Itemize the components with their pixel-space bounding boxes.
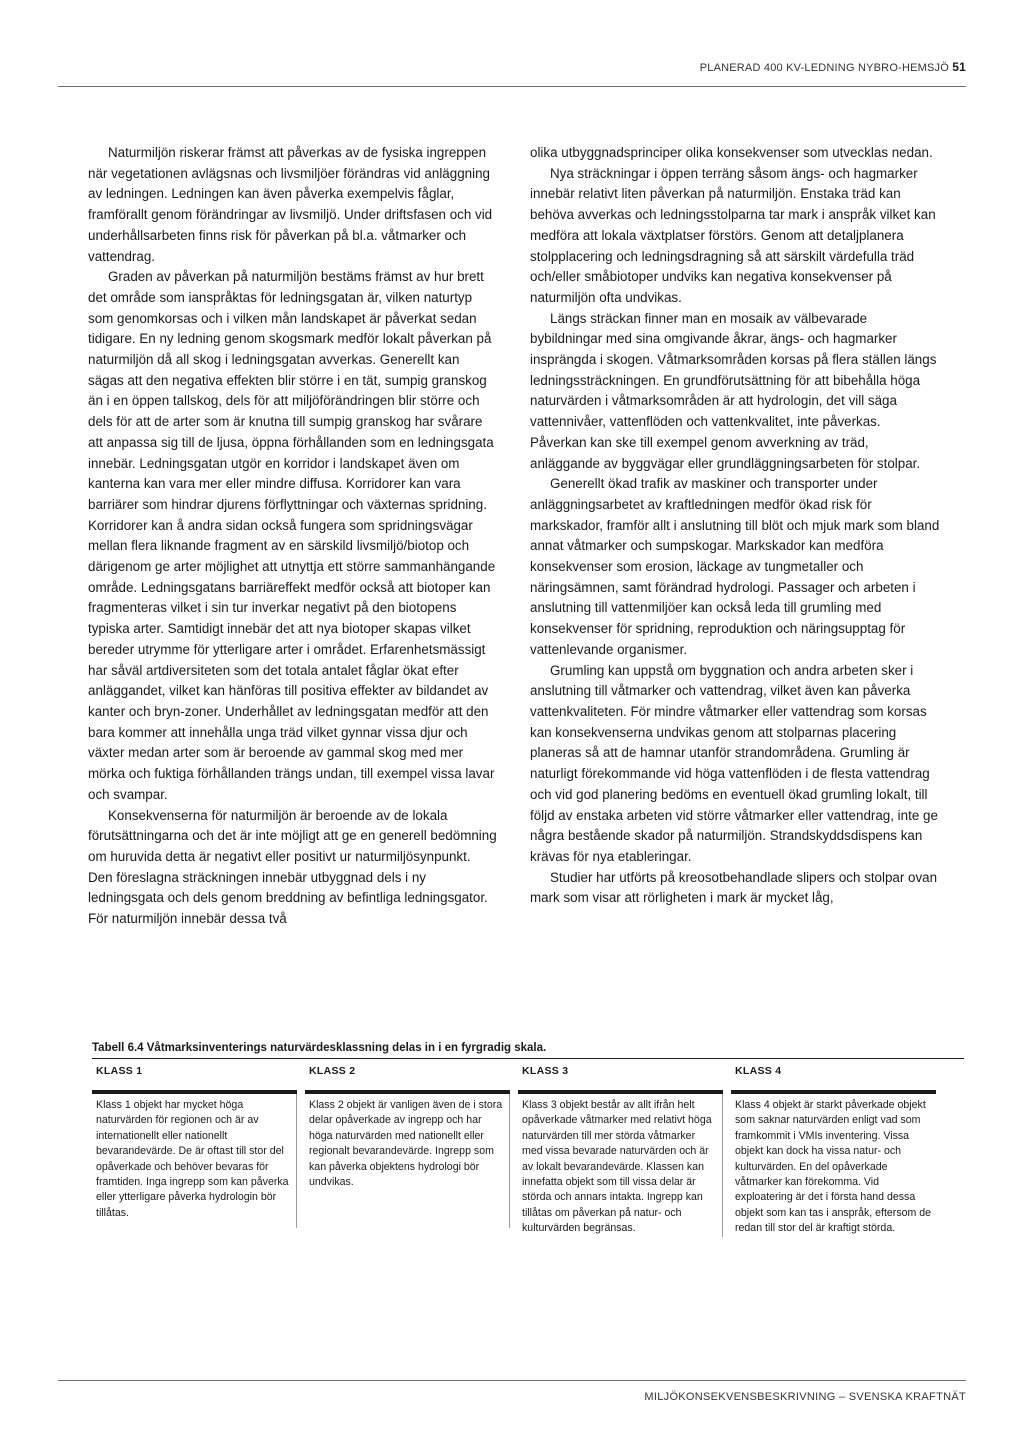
paragraph: Konsekvenserna för naturmiljön är beroende av de lokala förutsättningarna och det är inte möjligt att ge en generell bedömning om huruvida detta är negativt eller positivt ur naturmiljösynpunkt. Den föreslagna sträckningen innebär utbyggnad dels i ny ledningsgata och dels genom breddning av befintliga ledningsgator. För naturmiljön innebär dessa två bbox=[88, 807, 497, 927]
column-description: Klass 1 objekt har mycket höga naturvärden för regionen och är av internationellt eller nationellt bevarandevärde. De är oftast till stor del opåverkade och behöver bevaras för framtiden. Inga ingrepp som kan påverka eller ytterligare påverka hydrologin bör tillåtas. bbox=[92, 1094, 297, 1228]
table-column-klass-2 bbox=[305, 1065, 510, 1237]
body-text bbox=[88, 143, 940, 993]
page-number: 51 bbox=[952, 60, 966, 74]
table-caption: Tabell 6.4 Våtmarksinventerings naturvärdesklassning delas in i en fyrgradig skala. bbox=[92, 1042, 964, 1059]
table-column-klass-3 bbox=[518, 1065, 723, 1237]
right-column bbox=[530, 143, 940, 993]
page-footer bbox=[58, 1380, 966, 1403]
footer-text: MILJÖKONSEKVENSBESKRIVNING – SVENSKA KRAFTNÄT bbox=[644, 1391, 966, 1403]
column-heading: KLASS 1 bbox=[96, 1065, 143, 1077]
paragraph: Naturmiljön riskerar främst att påverkas av de fysiska ingreppen när vegetationen avlägsnas och livsmiljöer förändras vid anläggning av ledningen. Ledningen kan även påverka exempelvis fåglar, framförallt genom förändringar av livsmiljö. Under driftsfasen och vid underhållsarbeten finns risk för påverkan på bl.a. våtmarker och vattendrag. bbox=[88, 145, 493, 264]
column-description: Klass 2 objekt är vanligen även de i stora delar opåverkade av ingrepp och har höga naturvärden med nationellt eller regionalt bevarandevärde. Ingrepp som kan påverka objektens hydrologi bör undvikas. bbox=[305, 1094, 510, 1228]
table-column-klass-1 bbox=[92, 1065, 297, 1237]
left-column bbox=[88, 143, 498, 993]
running-title: PLANERAD 400 KV-LEDNING NYBRO-HEMSJÖ bbox=[699, 62, 949, 74]
column-description: Klass 4 objekt är starkt påverkade objekt som saknar naturvärden enligt vad som framkommit i VMIs inventering. Vissa objekt kan dock ha vissa natur- och kulturvärden. En del opåverkade våtmarker kan förekomma. Vid exploatering är det i första hand dessa objekt som kan tas i anspråk, eftersom de redan till stor del är kraftigt störda. bbox=[735, 1099, 932, 1235]
paragraph: Grumling kan uppstå om byggnation och andra arbeten sker i anslutning till våtmarker och vattendrag, vilket även kan påverka vattenkvaliteten. För mindre våtmarker eller vattendrag som korsas kan konsekvenserna undvikas genom att stolparnas placering planeras så att de hamnar utanför strandområdena. Grumling är naturligt förekommande vid höga vattenflöden i de flesta vattendrag och vid god planering bedöms en eventuell ökad grumling lokalt, till följd av enstaka arbeten vid större våtmarker eller vattendrag, inte ge några bestående skador på naturmiljön. Strandskyddsdispens kan krävas för nya etableringar. bbox=[530, 662, 938, 864]
class-table bbox=[92, 1042, 964, 1237]
column-description: Klass 3 objekt består av allt ifrån helt opåverkade våtmarker med relativt höga naturvärden till mer störda våtmarker med vissa bevarade naturvärden och är av lokalt bevarandevärde. Klassen kan innefatta objekt som till vissa delar är störda och annars intakta. Ingrepp kan tillåtas om påverkan på natur- och kulturvärden begränsas. bbox=[518, 1094, 723, 1237]
page-header bbox=[58, 56, 966, 87]
column-heading: KLASS 3 bbox=[522, 1065, 569, 1077]
column-heading: KLASS 2 bbox=[309, 1065, 356, 1077]
paragraph: olika utbyggnadsprinciper olika konsekvenser som utvecklas nedan. bbox=[530, 145, 933, 160]
table-grid bbox=[92, 1065, 964, 1237]
paragraph: Nya sträckningar i öppen terräng såsom ängs- och hagmarker innebär relativt liten påverkan på naturmiljön. Enstaka träd kan behöva avverkas och ledningsstolparna tar mark i anspråk vilket kan medföra att lokala växtplatser förstörs. Genom att detaljplanera stolpplacering och ledningsdragning så att särskilt värdefulla träd och/eller småbiotoper undviks kan negativa konsekvenser på naturmiljön ofta undvikas. bbox=[530, 165, 936, 305]
paragraph: Längs sträckan finner man en mosaik av välbevarade bybildningar med sina omgivande åkrar, ängs- och hagmarker insprängda i skogen. Våtmarksområden korsas på flera ställen längs ledningssträckningen. En grundförutsättning för att bibehålla höga naturvärden i våtmarksområden är att hydrologin, det vill säga vattennivåer, vattenflöden och vattenkvalitet, inte påverkas. Påverkan kan ske till exempel genom avverkning av träd, anläggande av byggvägar eller grundläggningsarbeten för stolpar. bbox=[530, 310, 937, 471]
paragraph: Graden av påverkan på naturmiljön bestäms främst av hur brett det område som ianspråktas för ledningsgatan är, vilken naturtyp som genomkorsas och i vilken mån landskapet är påverkat sedan tidigare. En ny ledning genom skogsmark medför lokalt påverkan på naturmiljön då all skog i ledningsgatan avverkas. Generellt kan sägas att den negativa effekten blir större i en tät, sumpig granskog än i en öppen tallskog, dels för att miljöförändringen blir större och dels för att de arter som är knutna till sumpig granskog har svårare att anpassa sig till de ljusa, öppna förhållanden som en ledningsgata innebär. Ledningsgatan utgör en korridor i landskapet även om kanterna kan vara mer eller mindre diffusa. Korridorer kan vara barriärer som hindrar djurens förflyttningar och växternas spridning. Korridorer kan å andra sidan också fungera som spridningsvägar mellan flera liknande fragment av en särskild livsmiljö/biotop och därigenom ge arter möjlighet att utnyttja ett större sammanhängande område. Ledningsgatans barriäreffekt medför också att biotoper kan fragmenteras vilket i sin tur inverkar negativt på den biotopens typiska arter. Samtidigt innebär det att nya biotoper skapas vilket bereder utrymme för ytterligare arter i området. Erfarenhetsmässigt har såväl artdiversiteten som det totala antalet fåglar ökat efter anläggandet, vilket kan hänföras till positiva effekter av bildandet av kanter och bryn-zoner. Underhållet av ledningsgatan medför att den bara kommer att innehålla unga träd vilket gynnar vissa djur och växter medan arter som är beroende av gammal skog med mer mörka och fuktiga förhållanden trängs undan, till exempel vissa lavar och svampar. bbox=[88, 269, 496, 802]
column-heading: KLASS 4 bbox=[735, 1065, 782, 1077]
table-column-klass-4 bbox=[731, 1065, 936, 1237]
running-header bbox=[700, 60, 966, 74]
paragraph: Generellt ökad trafik av maskiner och transporter under anläggningsarbetet av kraftledningen medför ökad risk för markskador, framför allt i anslutning till blöt och mjuk mark som bland annat våtmarker och sumpskogar. Markskador kan medföra konsekvenser som erosion, läckage av tungmetaller och näringsämnen, samt förändrad hydrologi. Passager och arbeten i anslutning till vattenmiljöer kan också leda till grumling med konsekvenser för spridning, reproduktion och näringsupptag för vattenlevande organismer. bbox=[530, 476, 940, 657]
paragraph: Studier har utförts på kreosotbehandlade slipers och stolpar ovan mark som visar att rörligheten i mark är mycket låg, bbox=[530, 869, 938, 906]
